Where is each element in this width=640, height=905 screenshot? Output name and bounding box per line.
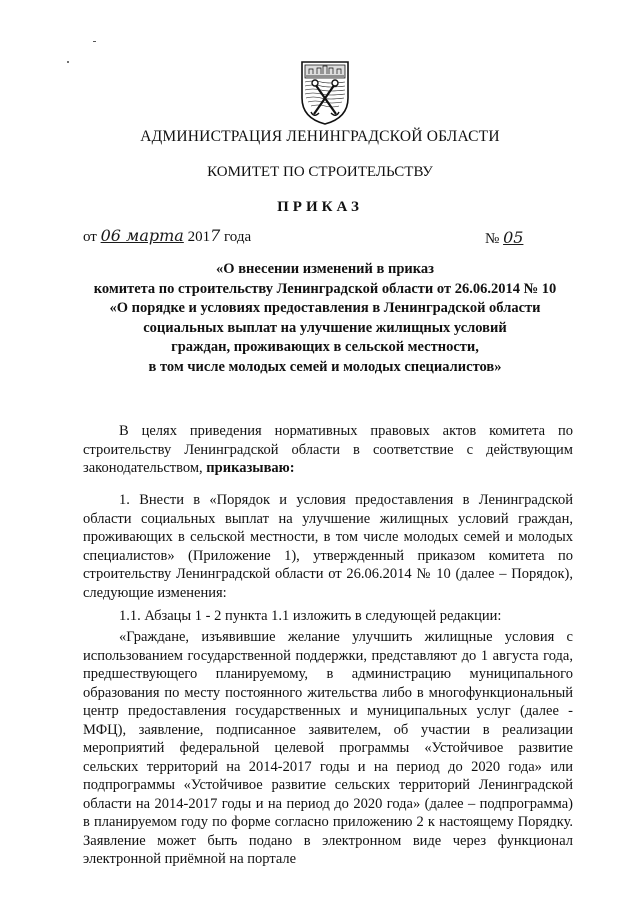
title-line: комитета по строительству Ленинградской области от 26.06.2014 № 10	[93, 280, 557, 297]
year-handwritten: 7	[210, 226, 221, 245]
order-title	[90, 260, 560, 377]
number-label: №	[485, 231, 500, 247]
title-line: в том числе молодых семей и молодых специалистов»	[148, 358, 502, 375]
date-prefix: от	[83, 229, 97, 245]
title-line: граждан, проживающих в сельской местности,	[171, 339, 479, 355]
year-printed: 201	[187, 229, 211, 245]
committee-name: КОМИТЕТ ПО СТРОИТЕЛЬСТВУ	[207, 164, 433, 180]
title-line: «О внесении изменений в приказ	[216, 261, 434, 277]
intro-text: В целях приведения нормативных правовых актов комитета по строительству Ленинградской области в соответствие с действующим законодательством,	[83, 423, 573, 476]
item-1-1-paragraph: 1.1. Абзацы 1 - 2 пункта 1.1 изложить в следующей редакции:	[119, 608, 502, 624]
order-number	[485, 228, 523, 248]
intro-paragraph	[83, 422, 573, 478]
organization-name: АДМИНИСТРАЦИЯ ЛЕНИНГРАДСКОЙ ОБЛАСТИ	[140, 128, 500, 145]
title-line: «О порядке и условиях предоставления в Ленинградской области	[109, 300, 541, 316]
year-suffix: года	[224, 229, 252, 245]
intro-command: приказываю:	[206, 460, 295, 476]
handwritten-number: 05	[503, 228, 524, 247]
handwritten-date: 06 марта	[100, 226, 184, 245]
item-1-paragraph: 1. Внести в «Порядок и условия предоставления в Ленинградской области социальных выплат на улучшение жилищных условий граждан, проживающих в сельской местности, в том числе молодых семей и молодых специалистов» (Приложение 1), утвержденный приказом комитета по строительству Ленинградской области от 26.06.2014 № 10 (далее – Порядок), следующие изменения:	[83, 492, 573, 601]
scan-speck	[67, 61, 69, 63]
order-date	[83, 226, 251, 246]
quoted-amendment-paragraph: «Граждане, изъявившие желание улучшить жилищные условия с использованием государственной поддержки, представляют до 1 августа года, предшествующего планируемому, в администрацию муниципального образования по месту постоянного жительства либо в многофункциональный центр предоставления государственных и муниципальных услуг (далее - МФЦ), заявление, подписанное заявителем, об участии в реализации мероприятий федеральной целевой программы «Устойчивое развитие сельских территорий на 2014-2017 годы и на период до 2020 года» или подпрограммы «Устойчивое развитие сельских территорий Ленинградской области на 2014-2017 годы и на период до 2020 года» (далее – подпрограмма) в планируемом году по форме согласно приложению 2 к настоящему Порядку. Заявление может быть подано в электронном виде через функционал электронной приёмной на портале	[83, 629, 573, 867]
coat-of-arms-icon	[299, 58, 351, 126]
title-line: социальных выплат на улучшение жилищных условий	[143, 319, 507, 336]
scan-speck	[93, 41, 96, 42]
document-type: ПРИКАЗ	[277, 199, 363, 215]
